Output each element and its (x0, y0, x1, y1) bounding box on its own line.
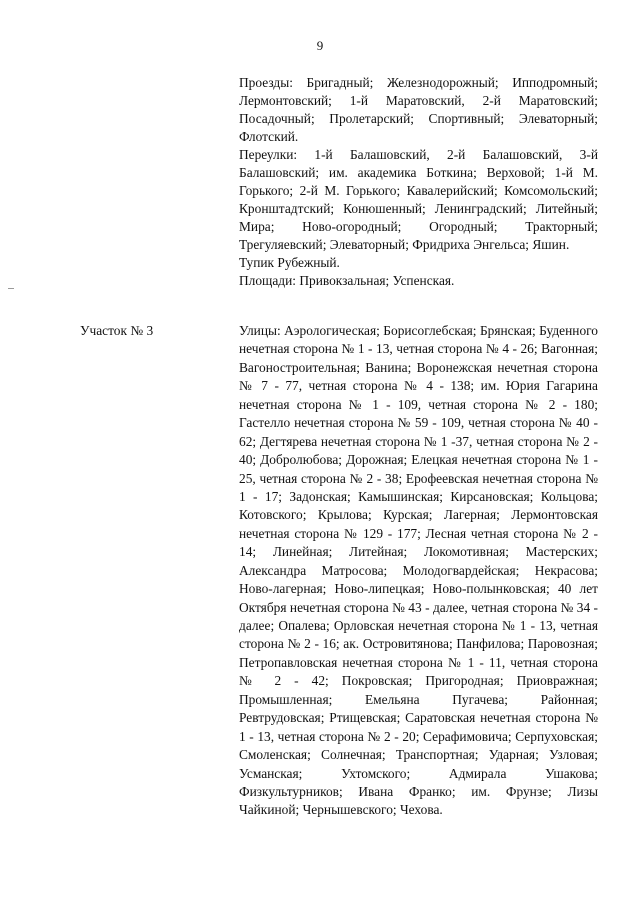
passages-paragraph: Проезды: Бригадный; Железнодорожный; Ипподромный; Лермонтовский; 1-й Маратовский, 2-й Маратовский; Посадочный; Пролетарский; Спортивный; Элеваторный; Флотский. (239, 75, 598, 144)
section-label: Участок № 3 (80, 323, 154, 338)
page-number: 9 (316, 38, 324, 53)
section-streets-text: Улицы: Аэрологическая; Борисоглебская; Брянская; Буденного нечетная сторона № 1 - 13, четная сторона № 4 - 26; Вагонная; Вагоностроительная; Ванина; Воронежская нечетная сторона № 7 - 77, четная сторона № 4 - 138; им. Юрия Гагарина нечетная сторона № 1 - 109, четная сторона № 2 - 180; Гастелло нечетная сторона № 59 - 109, четная сторона № 40 - 62; Дегтярева нечетная сторона № 1 -37, четная сторона № 2 - 40; Добролюбова; Дорожная; Елецкая нечетная сторона № 1 - 25, четная сторона № 2 - 38; Ерофеевская нечетная сторона № 1 - 17; Задонская; Камышинская; Кирсановская; Кольцова; Котовского; Крылова; Курская; Лагерная; Лермонтовская нечетная сторона № 129 - 177; Лесная четная сторона № 2 - 14; Линейная; Литейная; Локомотивная; Мастерских; Александра Матросова; Молодогвардейская; Некрасова; Ново-лагерная; Ново-липецкая; Ново-полынковская; 40 лет Октября нечетная сторона № 43 - далее, четная сторона № 34 - далее; Опалева; Орловская нечетная сторона № 1 - 13, четная сторона № 2 - 16; ак. Островитянова; Панфилова; Паровозная; Петропавловская нечетная сторона № 1 - 11, четная сторона № 2 - 42; Покровская; Пригородная; Приовражная; Промышленная; Емельяна Пугачева; Районная; Ревтрудовская; Ртищевская; Саратовская нечетная сторона № 1 - 13, четная сторона № 2 - 20; Серафимовича; Серпуховская; Смоленская; Солнечная; Транспортная; Ударная; Узловая; Усманская; Ухтомского; Адмирала Ушакова; Физкультурников; Ивана Франко; им. Фрунзе; Лизы Чайкиной; Чернышевского; Чехова. (239, 323, 598, 818)
scan-mark (8, 288, 14, 289)
streets-continued-block (239, 74, 598, 290)
deadend-paragraph: Тупик Рубежный. (239, 255, 340, 270)
squares-paragraph: Площади: Привокзальная; Успенская. (239, 273, 455, 288)
lanes-paragraph: Переулки: 1-й Балашовский, 2-й Балашовский, 3-й Балашовский; им. академика Боткина; Верховой; 1-й М. Горького; 2-й М. Горького; Кавалерийский; Комсомольский; Кронштадтский; Конюшенный; Ленинградский; Литейный; Мира; Ново-огородный; Огородный; Тракторный; Трегуляевский; Элеваторный; Фридриха Энгельса; Яшин. (239, 147, 598, 252)
